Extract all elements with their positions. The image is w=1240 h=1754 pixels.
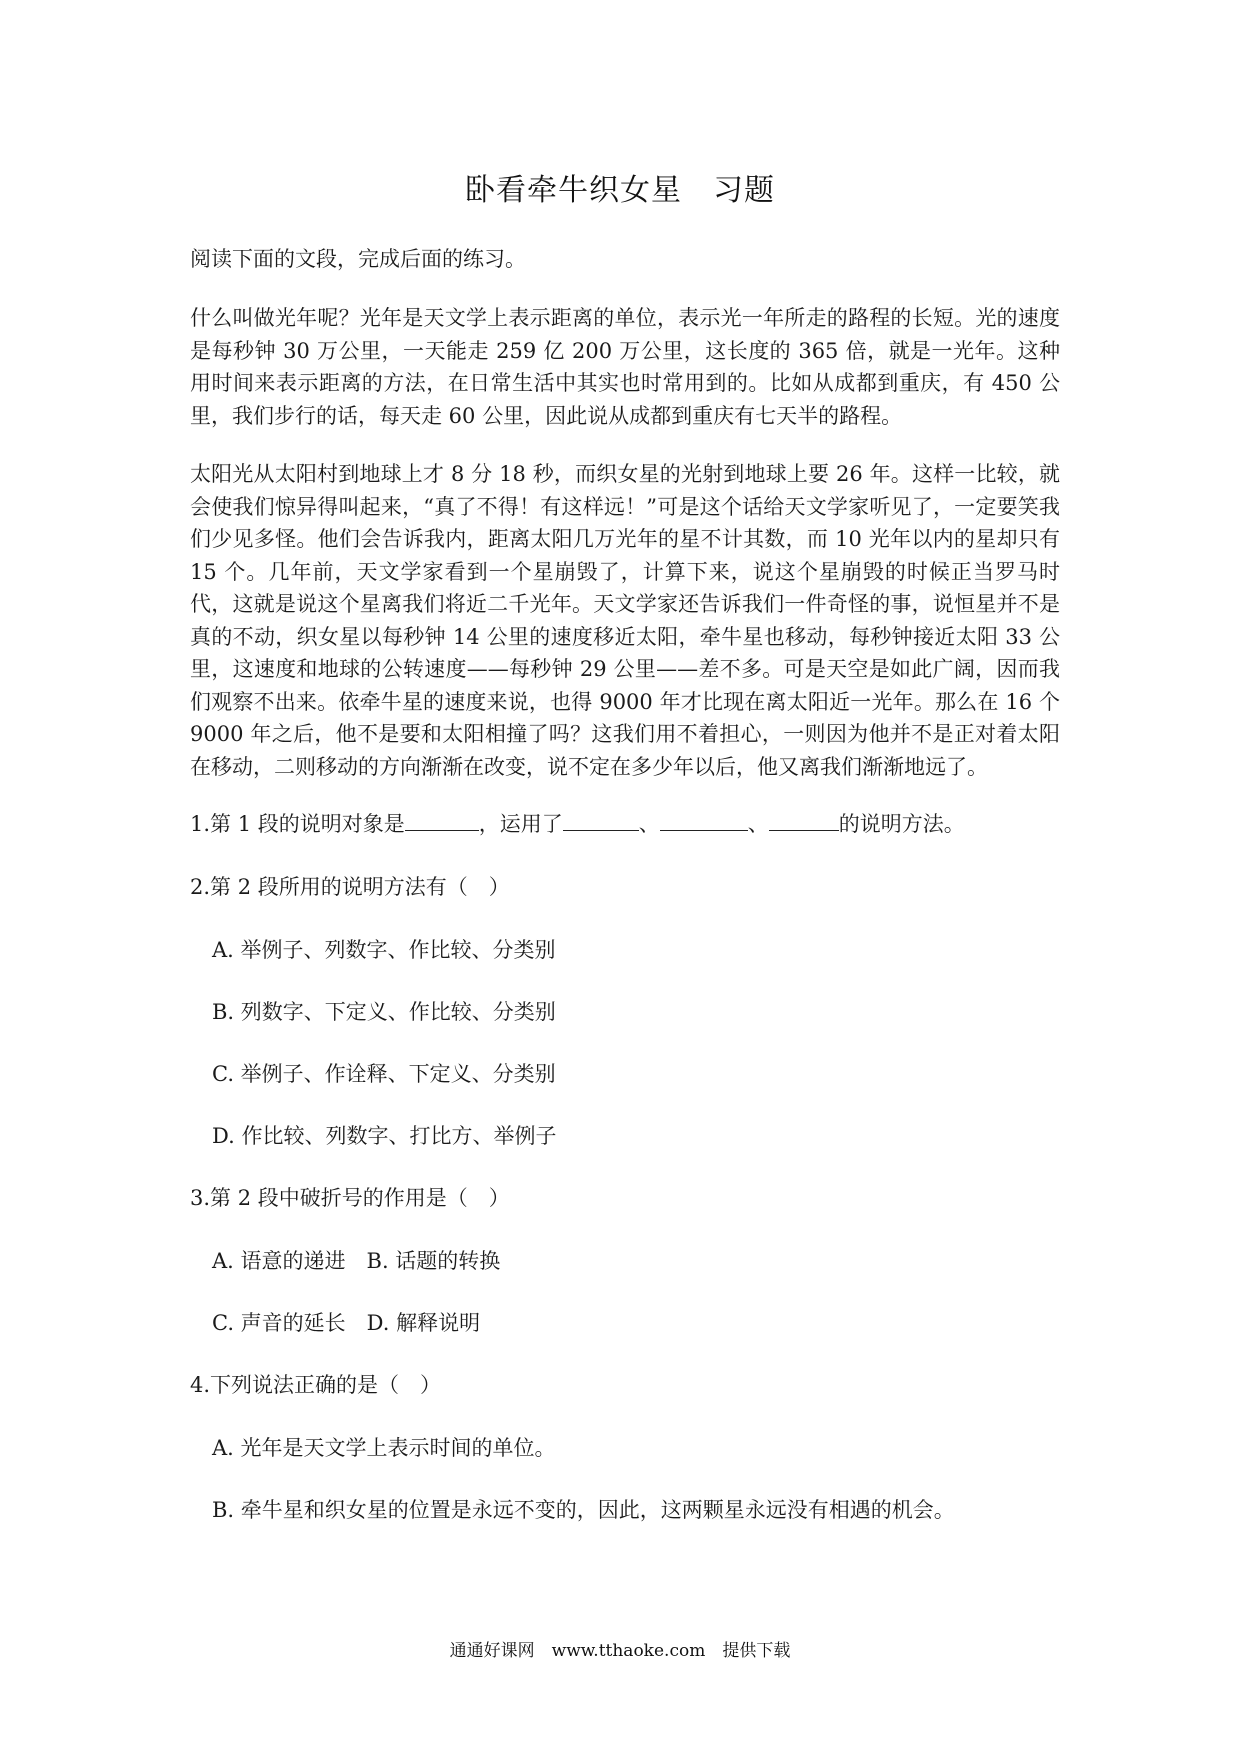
- question-2-stem: 2.第 2 段所用的说明方法有（ ）: [190, 875, 510, 899]
- page-footer: 通通好课网 www.tthaoke.com 提供下载: [449, 1641, 791, 1661]
- question-1-text-c: 的说明方法。: [838, 812, 965, 836]
- question-4-stem: 4.下列说法正确的是（ ）: [190, 1373, 442, 1397]
- answer-blank-4[interactable]: [769, 810, 839, 831]
- page-title: 卧看牵牛织女星 习题: [465, 173, 775, 208]
- question-1-sep-1: 、: [638, 812, 660, 836]
- question-1: [190, 809, 1060, 839]
- question-3-stem: 3.第 2 段中破折号的作用是（ ）: [190, 1186, 510, 1210]
- question-4-option-b[interactable]: B. 牵牛星和织女星的位置是永远不变的，因此，这两颗星永远没有相遇的机会。: [212, 1498, 955, 1522]
- question-4-option-a[interactable]: A. 光年是天文学上表示时间的单位。: [212, 1436, 556, 1460]
- question-3-options-ab[interactable]: A. 语意的递进 B. 话题的转换: [212, 1249, 501, 1273]
- passage-paragraph-1: 什么叫做光年呢？光年是天文学上表示距离的单位，表示光一年所走的路程的长短。光的速度是每秒钟 30 万公里，一天能走 259 亿 200 万公里，这长度的 365 倍，就是一光年。这种用时间来表示距离的方法，在日常生活中其实也时常用到的。比如从成都到重庆，有 450 公里，我们步行的话，每天走 60 公里，因此说从成都到重庆有七天半的路程。: [190, 306, 1060, 428]
- question-2-option-b[interactable]: B. 列数字、下定义、作比较、分类别: [212, 1000, 556, 1024]
- question-1-sep-2: 、: [747, 812, 769, 836]
- answer-blank-2[interactable]: [563, 810, 639, 831]
- question-2-option-a[interactable]: A. 举例子、列数字、作比较、分类别: [212, 938, 556, 962]
- passage-paragraph-2: 太阳光从太阳村到地球上才 8 分 18 秒，而织女星的光射到地球上要 26 年。这样一比较，就会使我们惊异得叫起来，“真了不得！有这样远！”可是这个话给天文学家听见了，一定要笑我们少见多怪。他们会告诉我内，距离太阳几万光年的星不计其数，而 10 光年以内的星却只有 15 个。几年前，天文学家看到一个星崩毁了，计算下来，说这个星崩毁的时候正当罗马时代，这就是说这个星离我们将近二千光年。天文学家还告诉我们一件奇怪的事，说恒星并不是真的不动，织女星以每秒钟 14 公里的速度移近太阳，牵牛星也移动，每秒钟接近太阳 33 公里，这速度和地球的公转速度——每秒钟 29 公里——差不多。可是天空是如此广阔，因而我们观察不出来。依牵牛星的速度来说，也得 9000 年才比现在离太阳近一光年。那么在 16 个 9000 年之后，他不是要和太阳相撞了吗？这我们用不着担心，一则因为他并不是正对着太阳在移动，二则移动的方向渐渐在改变，说不定在多少年以后，他又离我们渐渐地远了。: [190, 462, 1060, 779]
- reading-instruction: 阅读下面的文段，完成后面的练习。: [190, 247, 526, 271]
- question-1-text-a: 1.第 1 段的说明对象是: [190, 812, 405, 836]
- content-body: [190, 243, 1060, 1557]
- question-3-options-cd[interactable]: C. 声音的延长 D. 解释说明: [212, 1311, 481, 1335]
- answer-blank-3[interactable]: [660, 810, 748, 831]
- question-1-text-b: ，运用了: [478, 812, 563, 836]
- answer-blank-1[interactable]: [405, 810, 479, 831]
- question-2-option-d[interactable]: D. 作比较、列数字、打比方、举例子: [212, 1124, 557, 1148]
- question-2-option-c[interactable]: C. 举例子、作诠释、下定义、分类别: [212, 1062, 556, 1086]
